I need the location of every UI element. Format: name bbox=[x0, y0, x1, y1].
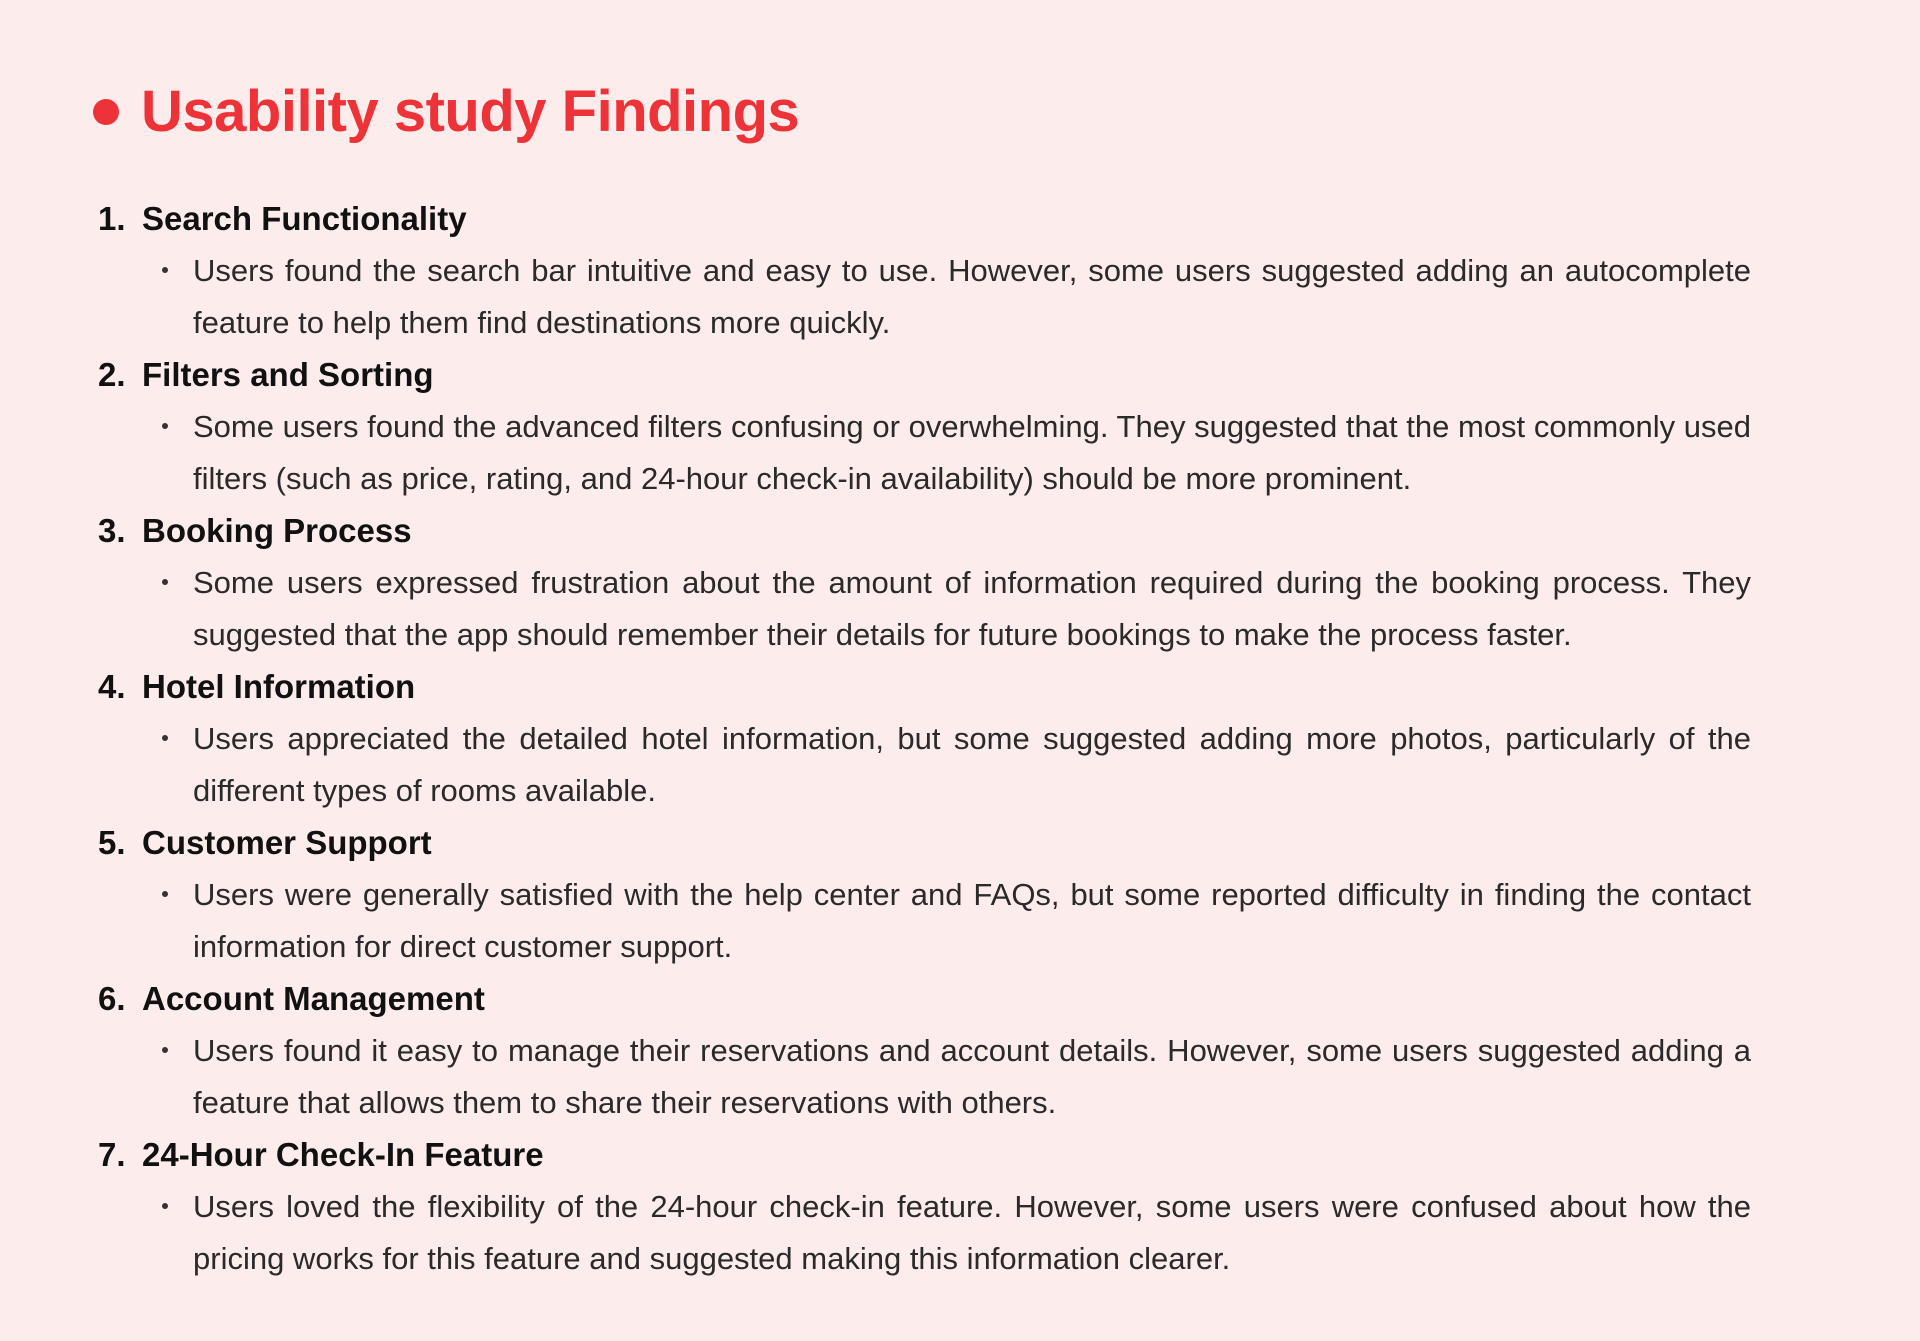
finding-title: Hotel Information bbox=[142, 668, 416, 705]
finding-number: 7. bbox=[98, 1136, 126, 1173]
finding-item bbox=[98, 349, 1846, 505]
finding-number: 2. bbox=[98, 356, 126, 393]
bullet-icon bbox=[162, 423, 168, 429]
bullet-icon bbox=[162, 891, 168, 897]
finding-item bbox=[98, 193, 1846, 349]
finding-description bbox=[98, 1181, 1751, 1285]
finding-item bbox=[98, 817, 1846, 973]
finding-title: Search Functionality bbox=[142, 200, 467, 237]
bullet-icon bbox=[162, 1047, 168, 1053]
finding-heading bbox=[98, 1129, 1846, 1181]
bullet-icon bbox=[162, 579, 168, 585]
finding-title: Booking Process bbox=[142, 512, 412, 549]
bullet-icon bbox=[162, 1203, 168, 1209]
finding-title: Customer Support bbox=[142, 824, 432, 861]
finding-text: Users were generally satisfied with the help center and FAQs, but some reported difficulty in finding the contact information for direct customer support. bbox=[193, 877, 1751, 964]
finding-number: 3. bbox=[98, 512, 126, 549]
finding-item bbox=[98, 1129, 1846, 1285]
finding-text: Users found the search bar intuitive and easy to use. However, some users suggested adding an autocomplete feature to help them find destinations more quickly. bbox=[193, 253, 1751, 340]
finding-text: Users appreciated the detailed hotel information, but some suggested adding more photos, particularly of the different types of rooms available. bbox=[193, 721, 1751, 808]
finding-text: Users loved the flexibility of the 24-hour check-in feature. However, some users were confused about how the pricing works for this feature and suggested making this information clearer. bbox=[193, 1189, 1751, 1276]
finding-heading bbox=[98, 349, 1846, 401]
finding-number: 6. bbox=[98, 980, 126, 1017]
finding-description bbox=[98, 713, 1751, 817]
finding-heading bbox=[98, 193, 1846, 245]
finding-description bbox=[98, 245, 1751, 349]
finding-description bbox=[98, 401, 1751, 505]
finding-number: 5. bbox=[98, 824, 126, 861]
finding-heading bbox=[98, 817, 1846, 869]
finding-text: Users found it easy to manage their reservations and account details. However, some users suggested adding a feature that allows them to share their reservations with others. bbox=[193, 1033, 1751, 1120]
page-title: Usability study Findings bbox=[141, 79, 800, 144]
bullet-icon bbox=[162, 735, 168, 741]
finding-item bbox=[98, 661, 1846, 817]
finding-description bbox=[98, 557, 1751, 661]
finding-title: Account Management bbox=[142, 980, 485, 1017]
finding-heading bbox=[98, 973, 1846, 1025]
finding-description bbox=[98, 1025, 1751, 1129]
findings-list bbox=[98, 193, 1846, 1285]
finding-text: Some users expressed frustration about the amount of information required during the booking process. They suggested that the app should remember their details for future bookings to make the process faster. bbox=[193, 565, 1751, 652]
bullet-icon bbox=[162, 267, 168, 273]
finding-item bbox=[98, 973, 1846, 1129]
finding-text: Some users found the advanced filters confusing or overwhelming. They suggested that the most commonly used filters (such as price, rating, and 24-hour check-in availability) should be more prominent. bbox=[193, 409, 1751, 496]
finding-heading bbox=[98, 505, 1846, 557]
finding-number: 1. bbox=[98, 200, 126, 237]
title-bullet-dot bbox=[93, 99, 119, 125]
finding-heading bbox=[98, 661, 1846, 713]
title-row bbox=[93, 72, 799, 152]
finding-description bbox=[98, 869, 1751, 973]
finding-title: Filters and Sorting bbox=[142, 356, 434, 393]
finding-title: 24-Hour Check-In Feature bbox=[142, 1136, 544, 1173]
finding-number: 4. bbox=[98, 668, 126, 705]
finding-item bbox=[98, 505, 1846, 661]
